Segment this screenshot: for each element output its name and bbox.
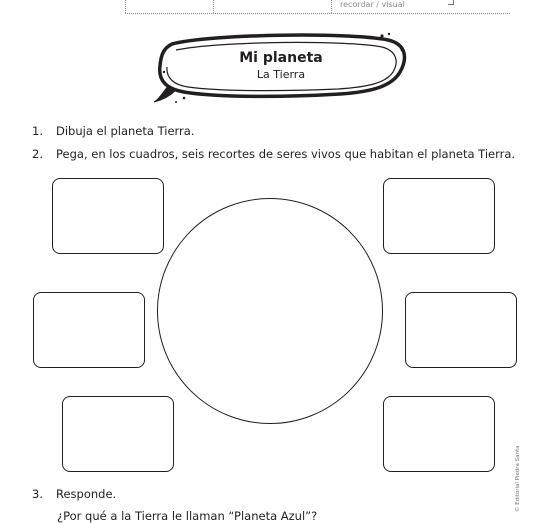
page-title: Mi planeta (239, 50, 323, 66)
instruction-1 (32, 124, 194, 138)
instruction-text: Responde. (56, 487, 117, 501)
header-divider (213, 0, 214, 13)
instruction-text: Pega, en los cuadros, seis recortes de seres vivos que habitan el planeta Tierra. (56, 147, 516, 161)
paste-box-middle-right (405, 292, 517, 368)
instruction-number: 3. (32, 487, 43, 501)
instruction-2 (32, 147, 515, 161)
instruction-number: 2. (32, 147, 43, 161)
instruction-number: 1. (32, 124, 43, 138)
header-dotted-line (125, 13, 510, 14)
paste-box-bottom-right (383, 396, 495, 472)
title-banner (150, 28, 412, 106)
page-subtitle: La Tierra (256, 68, 306, 81)
header-divider (125, 0, 126, 13)
question-text: ¿Por qué a la Tierra le llaman “Planeta Azul”? (57, 509, 318, 523)
credit-text: © Editorial Piedra Santa (515, 445, 521, 512)
publisher-credit (515, 445, 533, 518)
instruction-3 (32, 487, 116, 501)
header-note: recordar / visual (340, 0, 405, 9)
planet-drawing-circle (157, 198, 383, 424)
paste-box-top-left (52, 178, 164, 254)
header-check-mark (448, 0, 454, 5)
paste-box-bottom-left (62, 396, 174, 472)
instruction-text: Dibuja el planeta Tierra. (56, 124, 195, 138)
paste-box-middle-left (33, 292, 145, 368)
header-divider (331, 0, 332, 13)
header-strip (0, 0, 550, 16)
paste-box-top-right (383, 178, 495, 254)
brush-frame-icon (150, 28, 412, 106)
